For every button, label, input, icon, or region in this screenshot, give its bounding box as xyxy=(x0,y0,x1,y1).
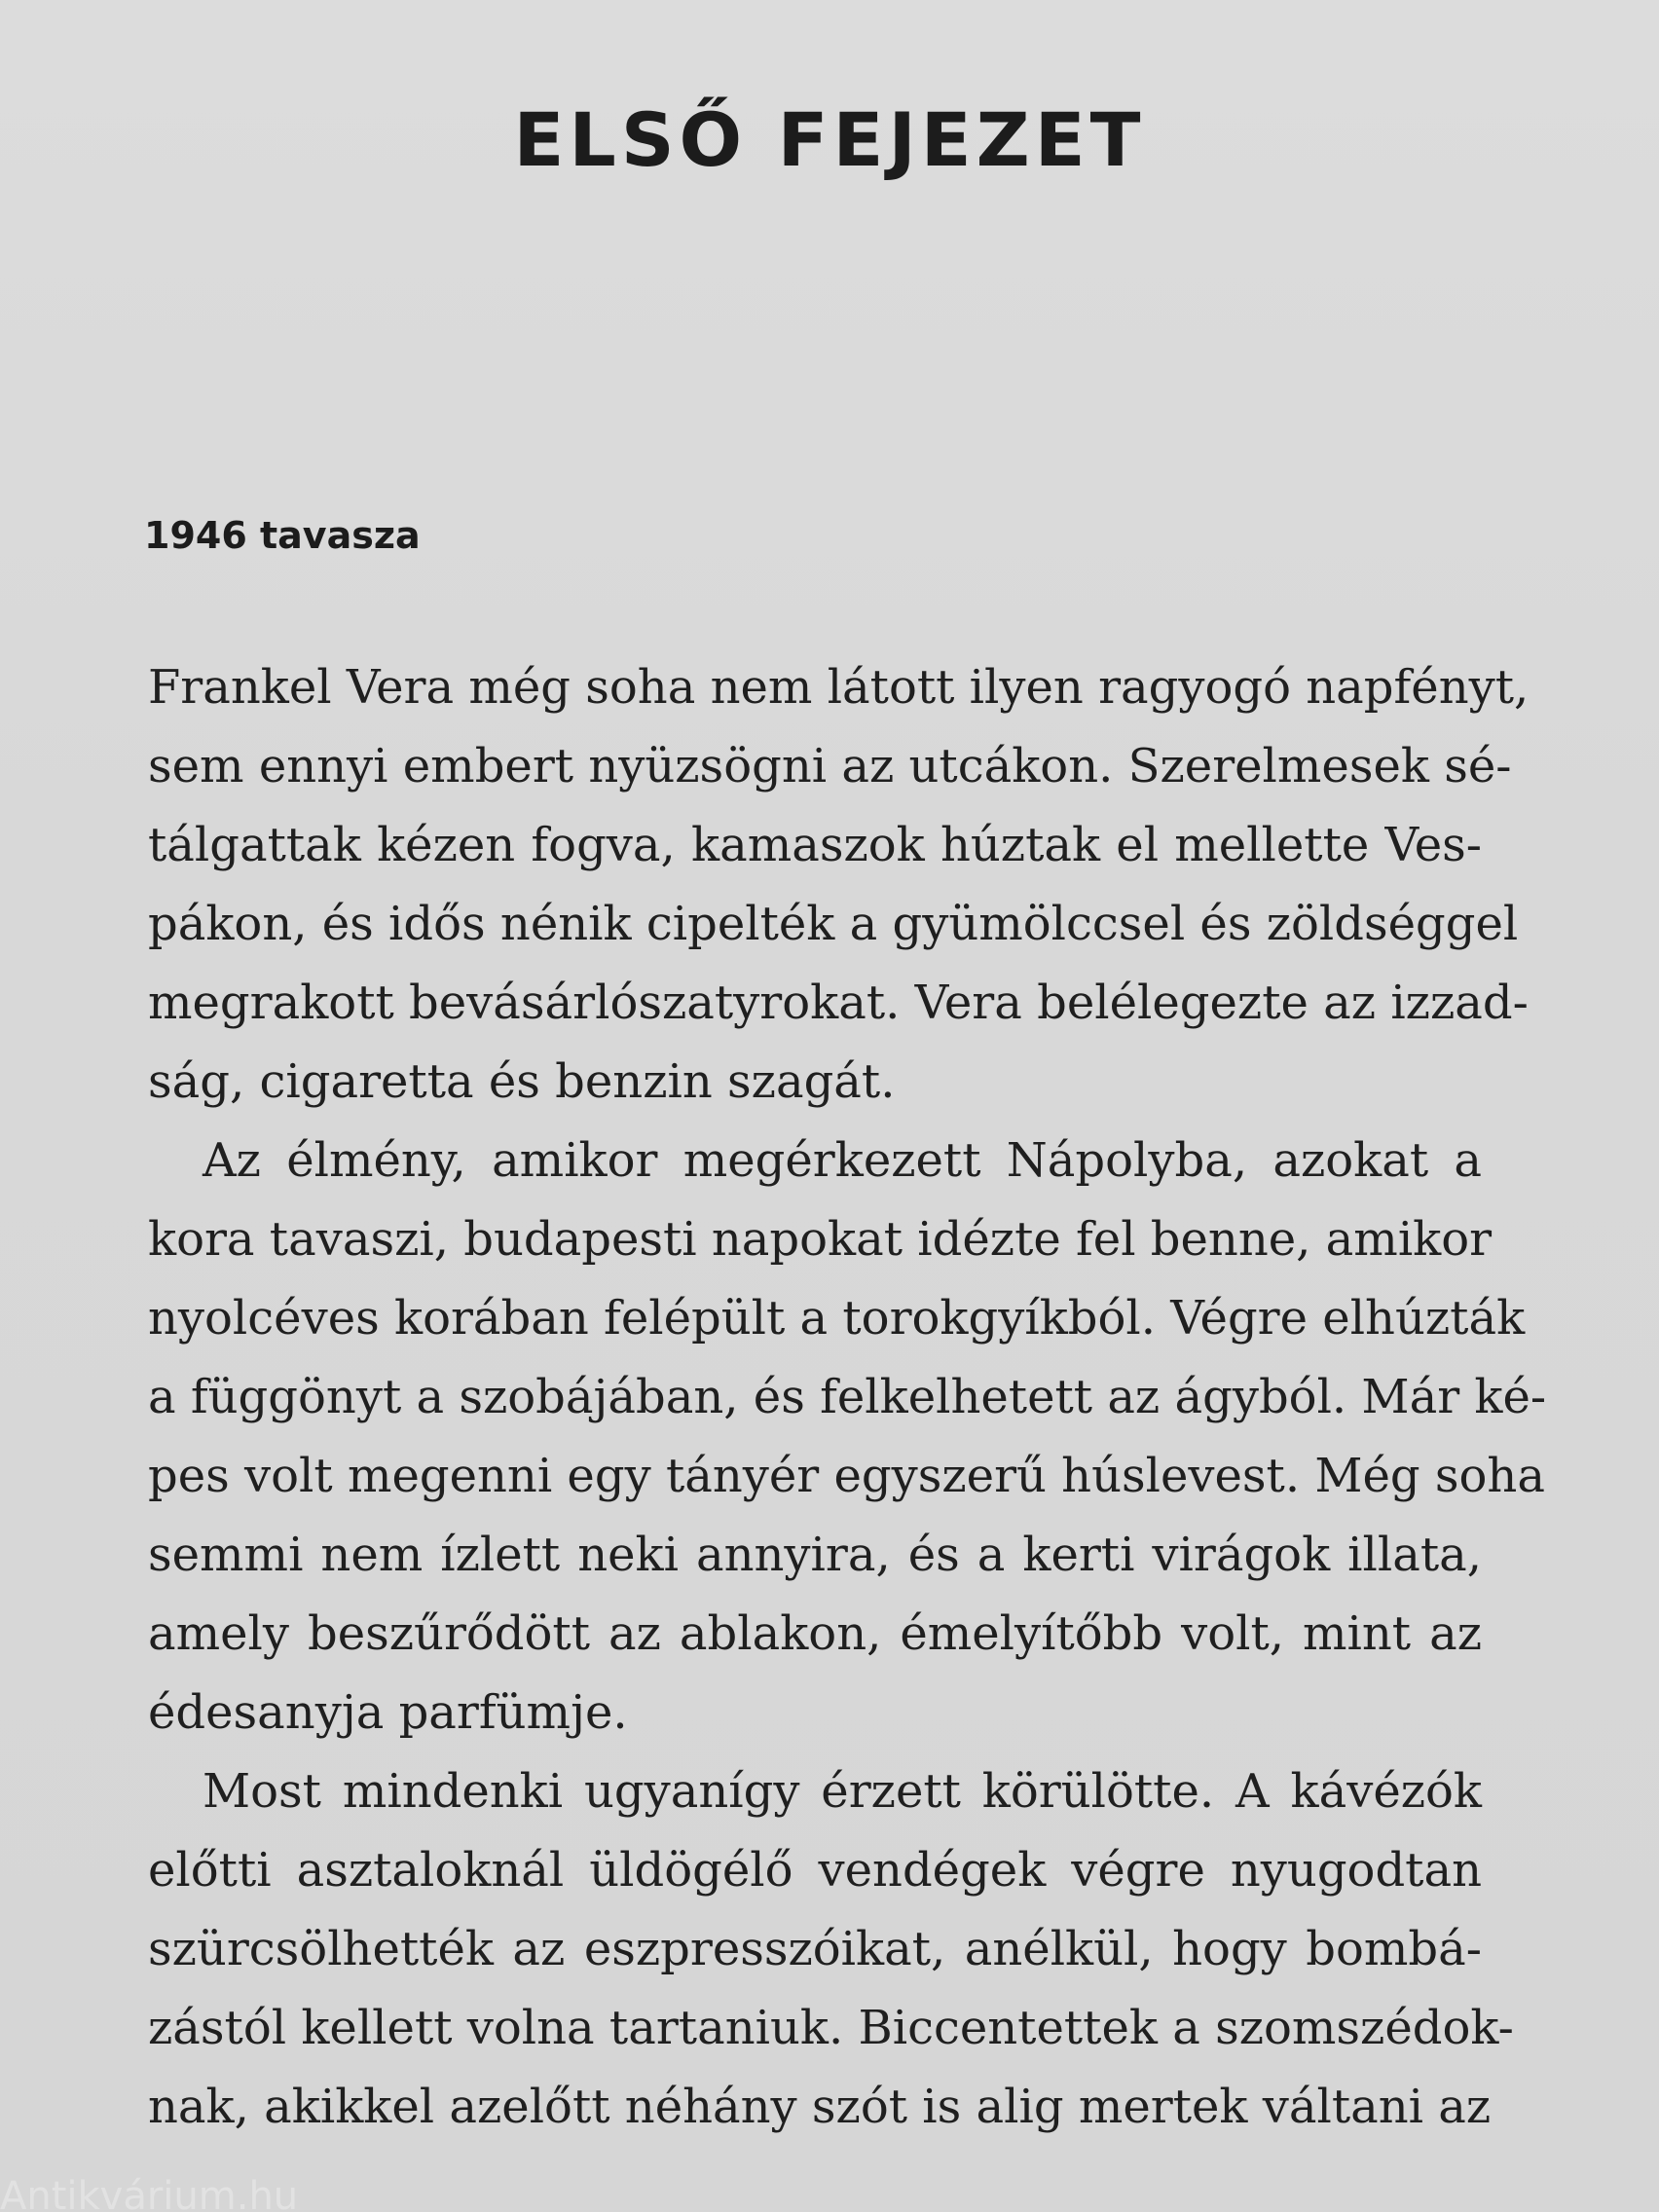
text-line: amely beszűrődött az ablakon, émelyítőbb volt, mint az xyxy=(148,1606,1482,1661)
text-line: sem ennyi embert nyüzsögni az utcákon. Szerelmesek sé- xyxy=(148,739,1512,793)
section-heading: 1946 tavasza xyxy=(144,514,421,557)
watermark: Antikvárium.hu xyxy=(0,2174,299,2212)
text-line: pákon, és idős nénik cipelték a gyümölccsel és zöldséggel xyxy=(148,897,1519,951)
chapter-title: ELSŐ FEJEZET xyxy=(513,96,1146,183)
text-line: Frankel Vera még soha nem látott ilyen ragyogó napfényt, xyxy=(148,660,1530,715)
text-line: megrakott bevásárlószatyrokat. Vera belélegezte az izzad- xyxy=(148,976,1529,1030)
paragraph-1 xyxy=(148,648,1530,1122)
text-line: zástól kellett volna tartaniuk. Biccentettek a szomszédok- xyxy=(148,2001,1514,2055)
text-line: pes volt megenni egy tányér egyszerű húslevest. Még soha xyxy=(148,1449,1545,1503)
text-line: édesanyja parfümje. xyxy=(148,1685,628,1740)
paragraph-3 xyxy=(148,1752,1514,2147)
text-line: szürcsölhették az eszpresszóikat, anélkül, hogy bombá- xyxy=(148,1922,1482,1976)
paragraph-2 xyxy=(148,1122,1547,1752)
text-line: semmi nem ízlett neki annyira, és a kerti virágok illata, xyxy=(148,1528,1482,1582)
text-line: Az élmény, amikor megérkezett Nápolyba, azokat a xyxy=(203,1133,1482,1188)
text-line: előtti asztaloknál üldögélő vendégek végre nyugodtan xyxy=(148,1843,1482,1898)
text-line: ság, cigaretta és benzin szagát. xyxy=(148,1054,896,1109)
text-line: tálgattak kézen fogva, kamaszok húztak el mellette Ves- xyxy=(148,818,1482,872)
body-text xyxy=(148,648,1547,2147)
text-line: nak, akikkel azelőtt néhány szót is alig mertek váltani az xyxy=(148,2080,1492,2134)
text-line: Most mindenki ugyanígy érzett körülötte. A kávézók xyxy=(203,1764,1482,1819)
text-line: kora tavaszi, budapesti napokat idézte fel benne, amikor xyxy=(148,1212,1493,1267)
text-line: nyolcéves korában felépült a torokgyíkból. Végre elhúzták xyxy=(148,1291,1526,1346)
text-line: a függönyt a szobájában, és felkelhetett az ágyból. Már ké- xyxy=(148,1370,1547,1424)
